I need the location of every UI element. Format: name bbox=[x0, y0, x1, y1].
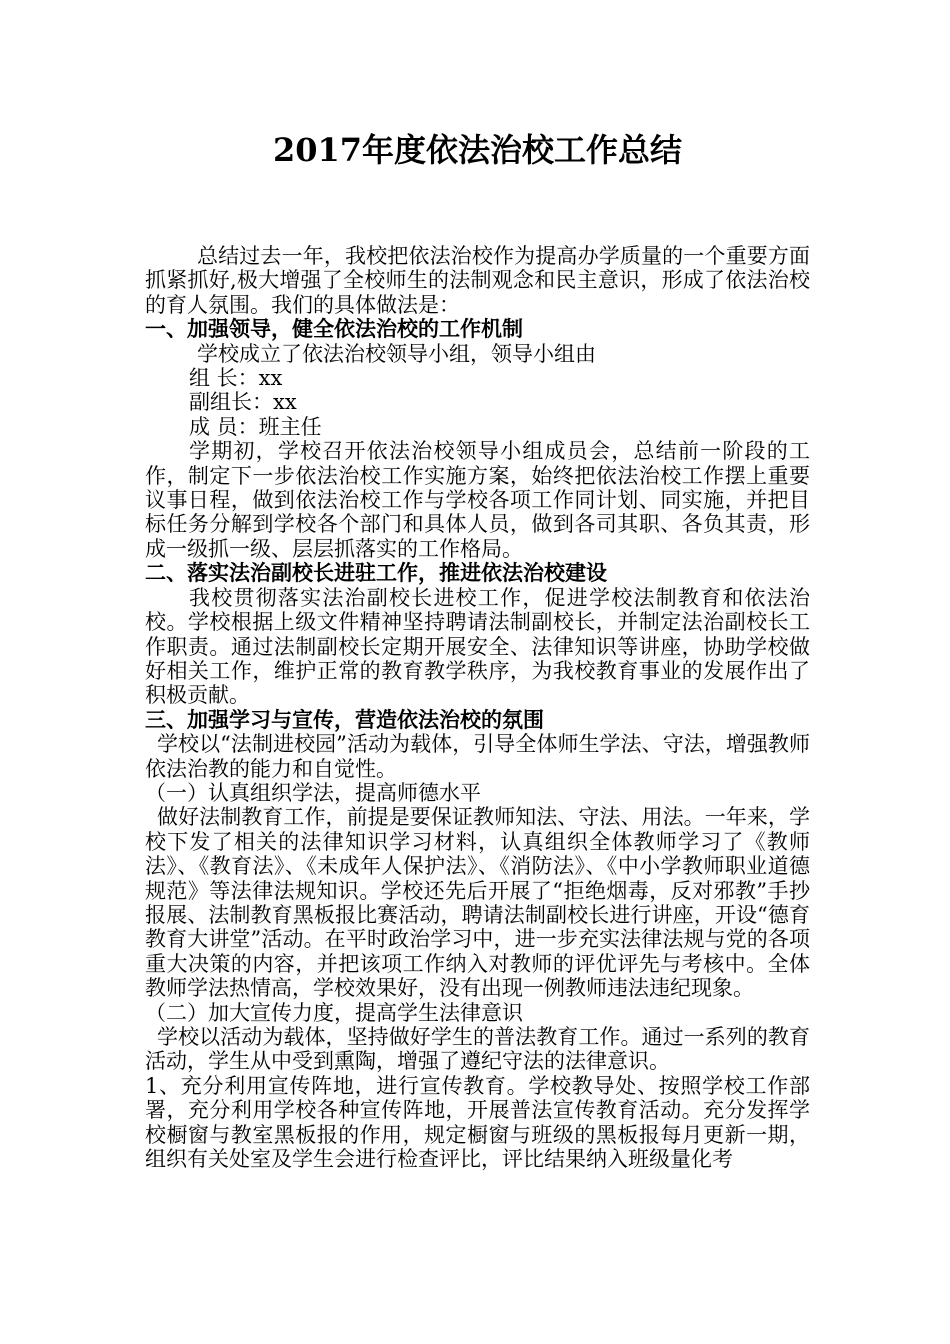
paragraph: 学校以活动为载体，坚持做好学生的普法教育工作。通过一系列的教育活动，学生从中受到熏陶，增强了遵纪守法的法律意识。 bbox=[145, 1025, 810, 1074]
member-line: 成 员：班主任 bbox=[189, 414, 322, 439]
section-heading: 三、加强学习与宣传，营造依法治校的氛围 bbox=[145, 706, 544, 732]
paragraph: 学校以“法制进校园”活动为载体，引导全体师生学法、守法，增强教师依法治教的能力和自觉性。 bbox=[145, 732, 810, 781]
paragraph: 学期初，学校召开依法治校领导小组成员会，总结前一阶段的工作，制定下一步依法治校工作实施方案，始终把依法治校工作摆上重要议事日程，做到依法治校工作与学校各项工作同计划、同实施，并把目标任务分解到学校各个部门和具体人员，做到各司其职、各负其责，形成一级抓一级、层层抓落实的工作格局。 bbox=[145, 439, 810, 561]
paragraph: 学校成立了依法治校领导小组，领导小组由 bbox=[197, 341, 596, 366]
paragraph: 我校贯彻落实法治副校长进校工作，促进学校法制教育和依法治校。学校根据上级文件精神坚持聘请法制副校长，并制定法治副校长工作职责。通过法制副校长定期开展安全、法律知识等讲座，协助学校做好相关工作，维护正常的教育教学秩序，为我校教育事业的发展作出了积极贡献。 bbox=[145, 585, 810, 708]
member-line: 副组长：xx bbox=[189, 390, 297, 415]
document-body bbox=[145, 244, 810, 1171]
document-title: 2017年度依法治校工作总结 bbox=[272, 131, 683, 169]
section-heading: 一、加强领导，健全依法治校的工作机制 bbox=[145, 316, 523, 342]
paragraph: 1、充分利用宣传阵地，进行宣传教育。学校教导处、按照学校工作部署，充分利用学校各种宣传阵地，开展普法宣传教育活动。充分发挥学校橱窗与教室黑板报的作用，规定橱窗与班级的黑板报每月更新一期，组织有关处室及学生会进行检查评比，评比结果纳入班级量化考 bbox=[145, 1073, 810, 1172]
paragraph: 总结过去一年，我校把依法治校作为提高办学质量的一个重要方面抓紧抓好,极大增强了全校师生的法制观念和民主意识，形成了依法治校的育人氛围。我们的具体做法是： bbox=[145, 244, 810, 317]
subsection-heading: （一）认真组织学法，提高师德水平 bbox=[145, 780, 481, 805]
paragraph: 做好法制教育工作，前提是要保证教师知法、守法、用法。一年来，学校下发了相关的法律知识学习材料，认真组织全体教师学习了《教师法》、《教育法》、《未成年人保护法》、《消防法》、《中小学教师职业道德规范》等法律法规知识。学校还先后开展了“拒绝烟毒，反对邪教”手抄报展、法制教育黑板报比赛活动，聘请法制副校长进行讲座，开设“德育教育大讲堂”活动。在平时政治学习中，进一步充实法律法规与党的各项重大决策的内容，并把该项工作纳入对教师的评优评先与考核中。全体教师学法热情高，学校效果好，没有出现一例教师违法违纪现象。 bbox=[145, 805, 810, 1001]
section-heading: 二、落实法治副校长进驻工作，推进依法治校建设 bbox=[145, 560, 607, 586]
member-line: 组 长：xx bbox=[189, 366, 283, 391]
subsection-heading: （二）加大宣传力度，提高学生法律意识 bbox=[145, 1000, 523, 1025]
